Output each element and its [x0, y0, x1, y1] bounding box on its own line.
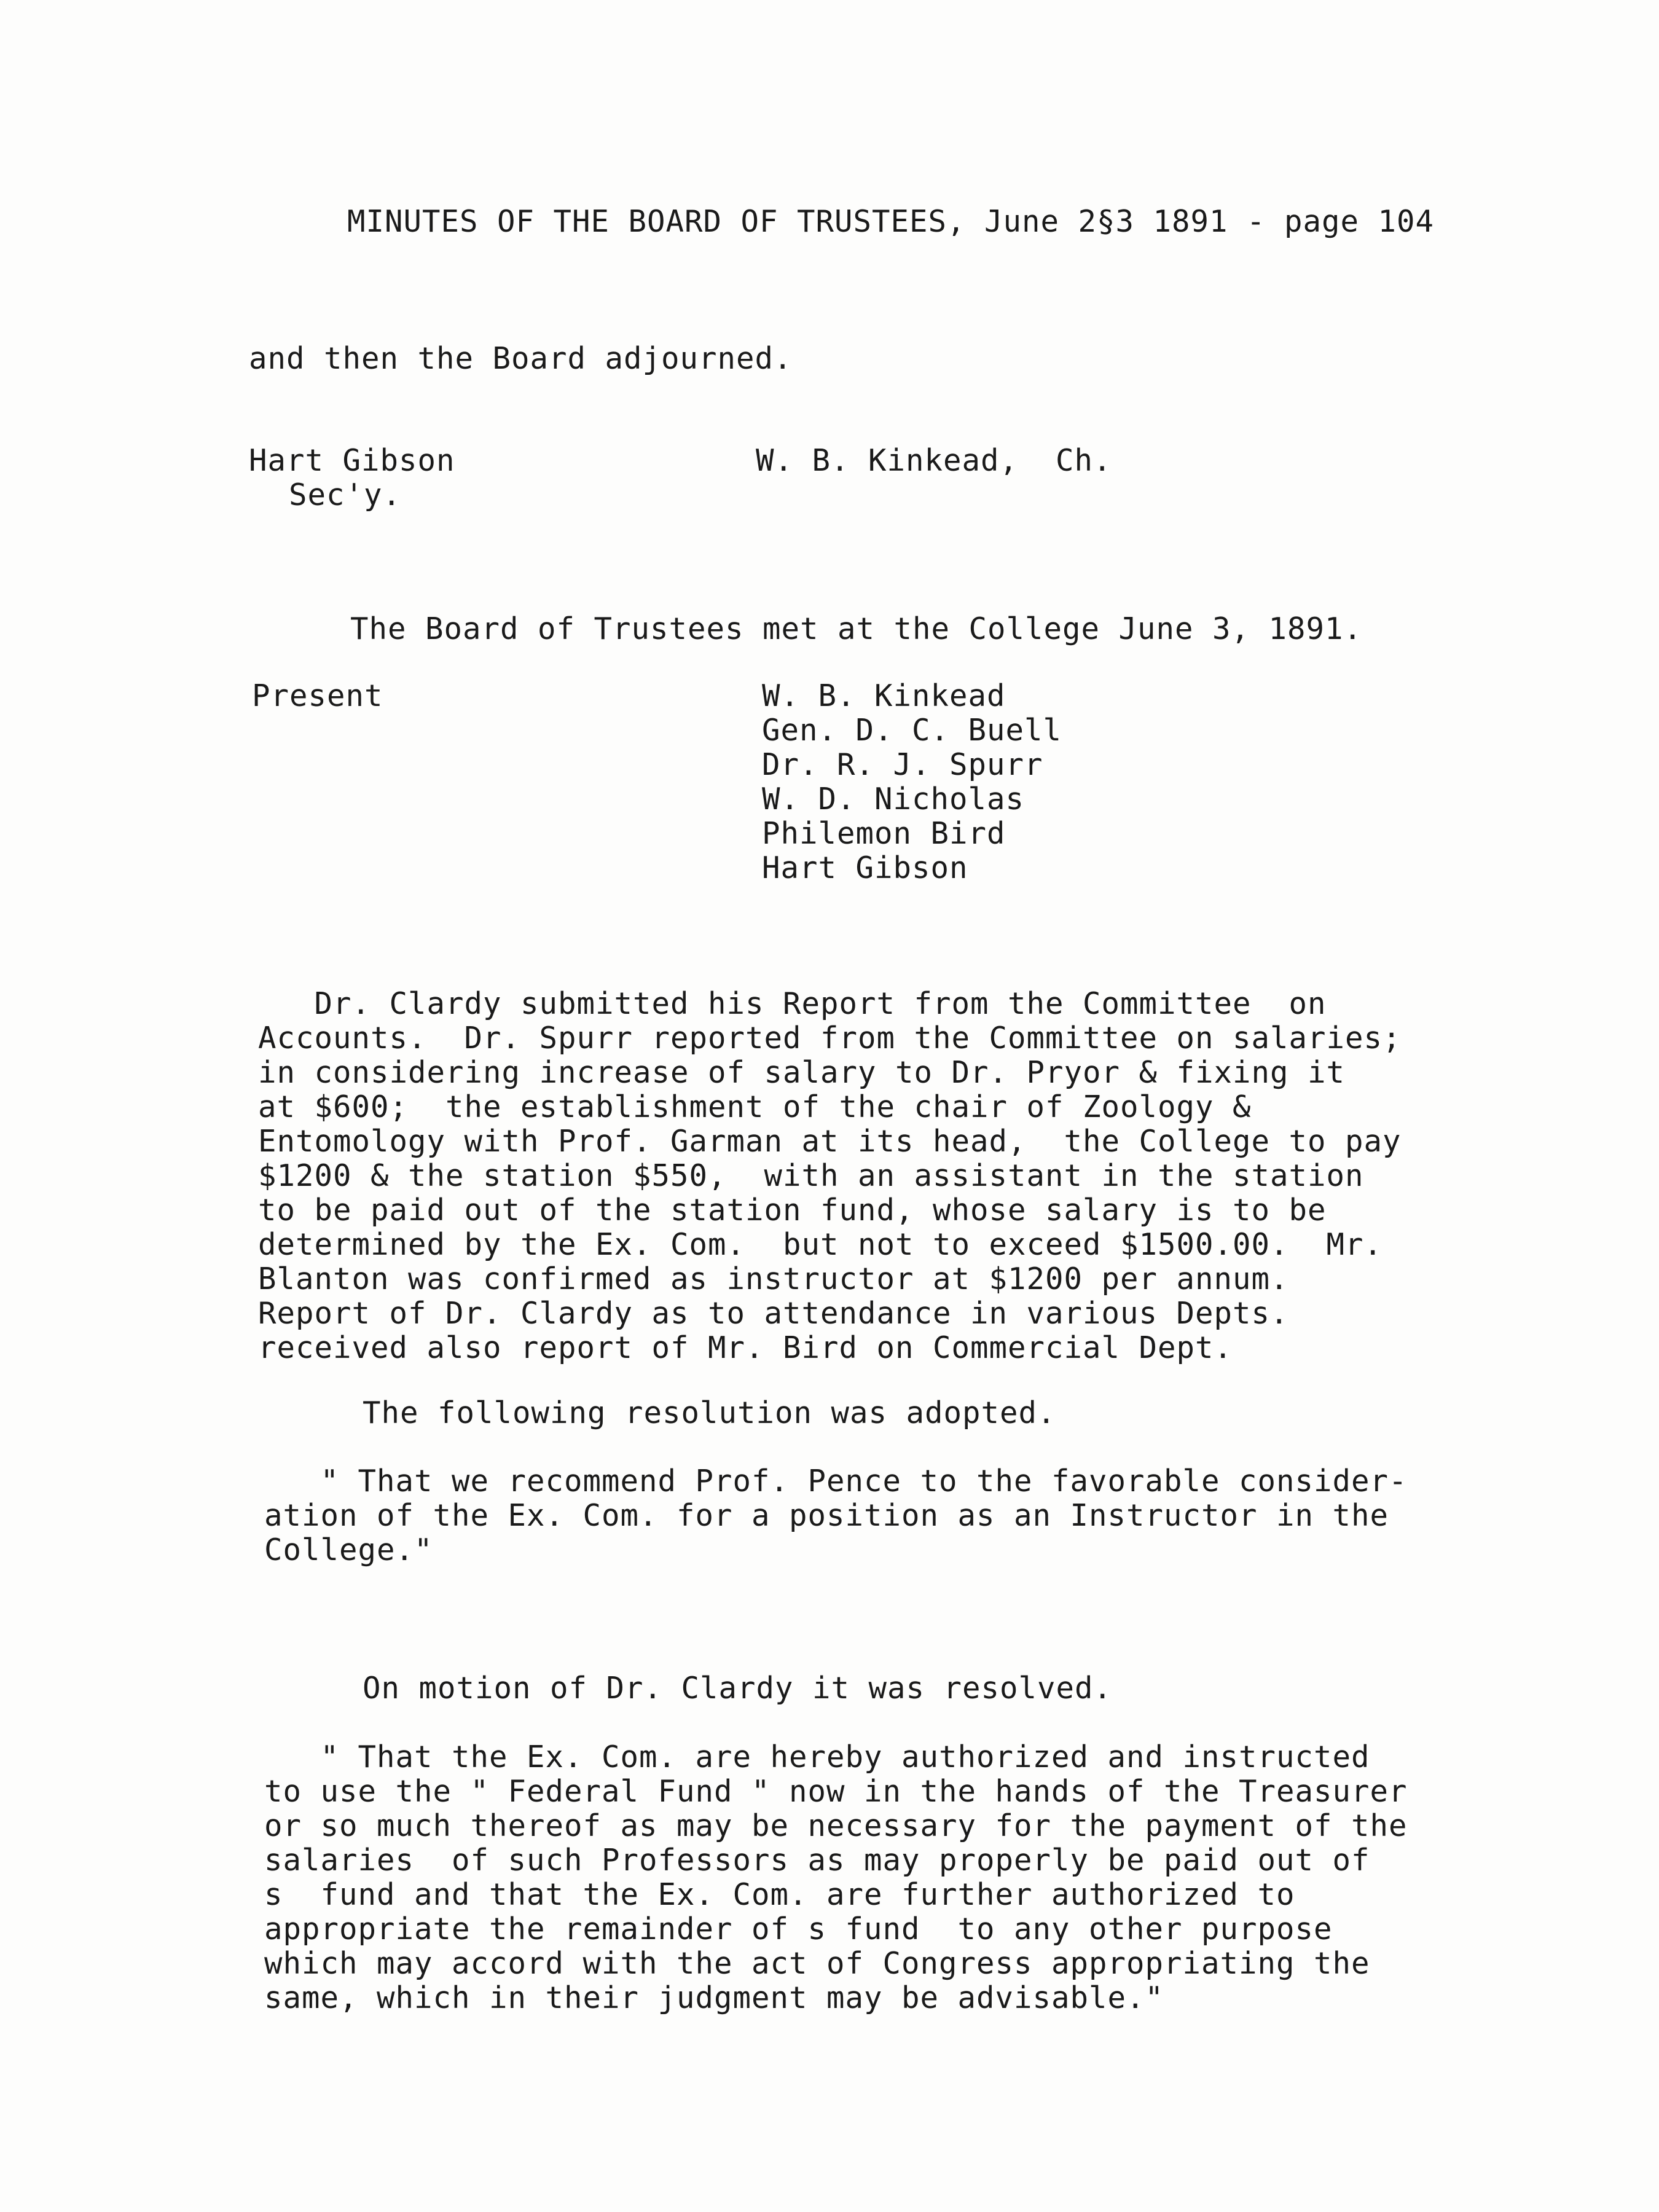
paragraph-line: College.": [264, 1532, 433, 1567]
member-name: Philemon Bird: [762, 816, 1006, 851]
paragraph-line: " That we recommend Prof. Pence to the favorable consider-: [264, 1464, 1408, 1499]
member-name: Hart Gibson: [762, 850, 968, 885]
paragraph-line: which may accord with the act of Congress appropriating the: [264, 1946, 1370, 1981]
member-name: W. D. Nicholas: [762, 782, 1025, 817]
secretary-name: Hart Gibson: [249, 443, 455, 478]
paragraph-line: Entomology with Prof. Garman at its head, the College to pay: [258, 1124, 1402, 1159]
member-name: Gen. D. C. Buell: [762, 713, 1062, 748]
paragraph-line: Blanton was confirmed as instructor at $1200 per annum.: [258, 1261, 1289, 1296]
meeting-statement: The Board of Trustees met at the College June 3, 1891.: [350, 611, 1363, 646]
paragraph-line: salaries of such Professors as may properly be paid out of: [264, 1843, 1370, 1878]
paragraph-line: Accounts. Dr. Spurr reported from the Committee on salaries;: [258, 1021, 1402, 1056]
committee-report-paragraph: [258, 987, 1402, 1365]
paragraph-line: or so much thereof as may be necessary for the payment of the: [264, 1808, 1408, 1843]
secretary-title: Sec'y.: [289, 477, 402, 512]
resolution-pence: [264, 1464, 1408, 1567]
resolution-federal-fund: [264, 1740, 1408, 2015]
member-name: Dr. R. J. Spurr: [762, 747, 1043, 782]
paragraph-line: $1200 & the station $550, with an assistant in the station: [258, 1158, 1364, 1193]
resolution-intro: The following resolution was adopted.: [363, 1395, 1056, 1430]
paragraph-line: same, which in their judgment may be advisable.": [264, 1980, 1164, 2015]
paragraph-line: Dr. Clardy submitted his Report from the Committee on: [258, 986, 1327, 1021]
paragraph-line: appropriate the remainder of s fund to any other purpose: [264, 1912, 1333, 1947]
paragraph-line: at $600; the establishment of the chair of Zoology &: [258, 1089, 1252, 1124]
paragraph-line: in considering increase of salary to Dr. Pryor & fixing it: [258, 1055, 1346, 1090]
present-label: Present: [252, 678, 383, 713]
member-name: W. B. Kinkead: [762, 678, 1006, 713]
paragraph-line: to use the " Federal Fund " now in the hands of the Treasurer: [264, 1774, 1408, 1809]
adjournment-line: and then the Board adjourned.: [249, 341, 793, 376]
paragraph-line: Report of Dr. Clardy as to attendance in various Depts.: [258, 1296, 1289, 1331]
paragraph-line: " That the Ex. Com. are hereby authorized and instructed: [264, 1739, 1370, 1775]
chairman-signature: W. B. Kinkead, Ch.: [756, 443, 1112, 478]
paragraph-line: ation of the Ex. Com. for a position as an Instructor in the: [264, 1498, 1389, 1533]
paragraph-line: determined by the Ex. Com. but not to exceed $1500.00. Mr.: [258, 1227, 1383, 1262]
page-header: MINUTES OF THE BOARD OF TRUSTEES, June 2§3 1891 - page 104: [347, 204, 1435, 239]
motion-line: On motion of Dr. Clardy it was resolved.: [363, 1671, 1113, 1706]
paragraph-line: to be paid out of the station fund, whose salary is to be: [258, 1193, 1327, 1228]
paragraph-line: received also report of Mr. Bird on Commercial Dept.: [258, 1330, 1233, 1365]
paragraph-line: s fund and that the Ex. Com. are further authorized to: [264, 1877, 1295, 1912]
